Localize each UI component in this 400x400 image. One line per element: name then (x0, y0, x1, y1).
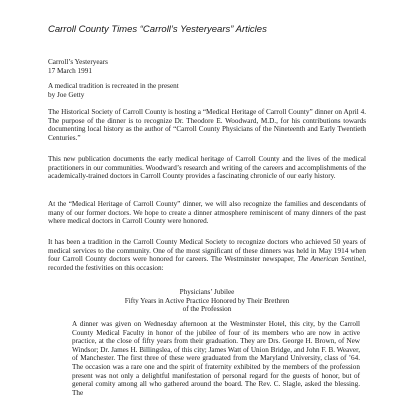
article-headline: A medical tradition is recreated in the present (48, 82, 179, 90)
paragraph-4-end: , recorded the festivities on this occasion: (48, 255, 367, 272)
article-meta (48, 58, 368, 75)
paragraph-3: At the “Medical Heritage of Carroll County” dinner, we will also recognize the families and descendants of many of our former doctors. We hope to create a dinner atmosphere reminiscent of many dinners of the past where medical doctors in Carroll County were honored. (48, 200, 366, 226)
newspaper-name: The American Sentinel (297, 255, 365, 264)
article-date: 17 March 1991 (48, 66, 92, 75)
quoted-heading (48, 288, 366, 314)
article-headline-block (48, 82, 368, 99)
column-name: Carroll’s Yesteryears (48, 58, 108, 66)
quoted-heading-line-1: Physicians’ Jubilee (179, 288, 235, 296)
paragraph-4-text: It has been a tradition in the Carroll County Medical Society to recognize doctors who achieved 50 years of medical services to the community. One of the most significant of these dinners was held in May 1914 when four Carroll County doctors were honored for careers. The Westminster newspaper, (48, 238, 366, 264)
paragraph-1: The Historical Society of Carroll County is hosting a “Medical Heritage of Carroll County” dinner on April 4. The purpose of the dinner is to recognize Dr. Theodore E. Woodward, M.D., for his contributions towards documenting local history as the author of “Carroll County Physicians of the Nineteenth and Early Twentieth Centuries.” (48, 108, 366, 142)
paragraph-2: This new publication documents the early medical heritage of Carroll County and the lives of the medical practitioners in our communities. Woodward’s research and writing of the careers and accomplishments of the academically-trained doctors in Carroll County provides a fascinating chronicle of our early history. (48, 155, 366, 181)
paragraph-4 (48, 238, 366, 272)
quoted-heading-line-3: of the Profession (182, 305, 232, 314)
block-quote: A dinner was given on Wednesday afternoon at the Westminster Hotel, this city, by the Carroll County Medical Faculty in honor of the jubilee of four of its members who are now in active practice, at the close of fifty years from their graduation. They are Drs. George H. Brown, of New Windsor; Dr. James H. Billingslea, of this city; James Watt of Union Bridge, and John F. B. Weaver, of Manchester. The first three of these were graduated from the Maryland University, class of ’64. The occasion was a rare one and the spirit of fraternity exhibited by the members of the profession present was not only a delightful manifestation of personal regard for the guests of honor, but of general comity among all who gathered around the board. The Rev. C. Slagle, asked the blessing. The (72, 320, 360, 397)
article-byline: by Joe Getty (48, 90, 85, 99)
series-title: Carroll County Times “Carroll’s Yesteryears” Articles (48, 24, 267, 35)
quoted-heading-line-2: Fifty Years in Active Practice Honored by Their Brethren (124, 296, 290, 305)
